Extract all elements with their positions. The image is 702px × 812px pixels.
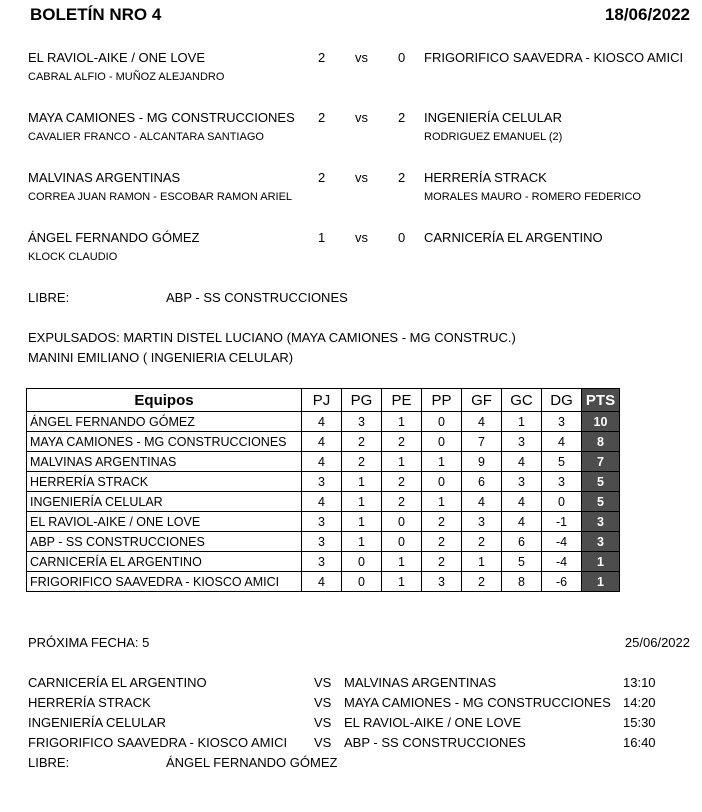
fixture-vs: VS xyxy=(314,735,332,750)
cell-pp: 2 xyxy=(422,532,462,552)
match-away-goals: 2 xyxy=(398,170,406,185)
match-vs: vs xyxy=(355,50,368,65)
bulletin-title: BOLETÍN NRO 4 xyxy=(30,5,162,24)
next-round-date: 25/06/2022 xyxy=(624,635,690,650)
match-away-goals: 2 xyxy=(398,110,406,125)
next-libre-label: LIBRE: xyxy=(28,755,70,770)
standings-row xyxy=(27,492,620,512)
cell-pj: 4 xyxy=(302,412,342,432)
fixture-away: MAYA CAMIONES - MG CONSTRUCCIONES xyxy=(344,695,611,710)
cell-gc: 5 xyxy=(502,552,542,572)
cell-pp: 1 xyxy=(422,492,462,512)
match-vs: vs xyxy=(355,230,368,245)
cell-gc: 4 xyxy=(502,512,542,532)
cell-gf: 1 xyxy=(462,552,502,572)
expulsados-line: MANINI EMILIANO ( INGENIERIA CELULAR) xyxy=(28,350,294,365)
cell-pp: 2 xyxy=(422,512,462,532)
match-away-scorers: MORALES MAURO - ROMERO FEDERICO xyxy=(424,191,641,203)
cell-pts: 3 xyxy=(582,512,620,532)
fixture-home: FRIGORIFICO SAAVEDRA - KIOSCO AMICI xyxy=(28,735,288,750)
match-home-team: EL RAVIOL-AIKE / ONE LOVE xyxy=(28,50,206,65)
standings-row xyxy=(27,472,620,492)
match-home-goals: 2 xyxy=(318,50,326,65)
standings-row xyxy=(27,432,620,452)
cell-gc: 4 xyxy=(502,452,542,472)
cell-team-name: ABP - SS CONSTRUCCIONES xyxy=(27,532,302,552)
column-header-pe: PE xyxy=(382,389,422,412)
cell-dg: 0 xyxy=(542,492,582,512)
cell-pj: 4 xyxy=(302,452,342,472)
cell-pts: 5 xyxy=(582,472,620,492)
match-home-goals: 2 xyxy=(318,110,326,125)
match-away-scorers: RODRIGUEZ EMANUEL (2) xyxy=(424,131,563,143)
cell-pp: 1 xyxy=(422,452,462,472)
cell-gc: 3 xyxy=(502,472,542,492)
standings-row xyxy=(27,532,620,552)
cell-gc: 6 xyxy=(502,532,542,552)
column-header-equipos: Equipos xyxy=(27,389,302,412)
fixture-time: 16:40 xyxy=(623,735,656,750)
cell-pj: 3 xyxy=(302,552,342,572)
match-away-team: HERRERÍA STRACK xyxy=(424,170,547,185)
fixture-time: 15:30 xyxy=(623,715,656,730)
cell-pg: 1 xyxy=(342,532,382,552)
fixture-away: EL RAVIOL-AIKE / ONE LOVE xyxy=(344,715,522,730)
cell-pts: 1 xyxy=(582,572,620,592)
fixture-vs: VS xyxy=(314,675,332,690)
column-header-dg: DG xyxy=(542,389,582,412)
cell-pj: 4 xyxy=(302,572,342,592)
match-away-goals: 0 xyxy=(398,50,406,65)
cell-pts: 10 xyxy=(582,412,620,432)
cell-pe: 2 xyxy=(382,432,422,452)
cell-pg: 2 xyxy=(342,452,382,472)
libre-label: LIBRE: xyxy=(28,290,70,305)
cell-gf: 4 xyxy=(462,412,502,432)
cell-gc: 1 xyxy=(502,412,542,432)
standings-table xyxy=(26,388,620,592)
column-header-pg: PG xyxy=(342,389,382,412)
cell-gf: 3 xyxy=(462,512,502,532)
match-home-scorers: CAVALIER FRANCO - ALCANTARA SANTIAGO xyxy=(28,131,264,143)
cell-team-name: ÁNGEL FERNANDO GÓMEZ xyxy=(27,412,302,432)
match-home-scorers: KLOCK CLAUDIO xyxy=(28,251,118,263)
cell-pj: 4 xyxy=(302,432,342,452)
column-header-pp: PP xyxy=(422,389,462,412)
match-vs: vs xyxy=(355,170,368,185)
standings-row xyxy=(27,512,620,532)
standings-row xyxy=(27,452,620,472)
fixture-home: INGENIERÍA CELULAR xyxy=(28,715,166,730)
fixture-vs: VS xyxy=(314,695,332,710)
fixture-time: 14:20 xyxy=(623,695,656,710)
cell-pj: 4 xyxy=(302,492,342,512)
cell-pe: 2 xyxy=(382,492,422,512)
cell-pg: 2 xyxy=(342,432,382,452)
cell-gf: 6 xyxy=(462,472,502,492)
cell-pe: 1 xyxy=(382,452,422,472)
cell-pj: 3 xyxy=(302,472,342,492)
cell-dg: 3 xyxy=(542,412,582,432)
cell-dg: -4 xyxy=(542,532,582,552)
cell-gf: 2 xyxy=(462,572,502,592)
cell-team-name: HERRERÍA STRACK xyxy=(27,472,302,492)
standings-header-row xyxy=(27,389,620,412)
cell-pe: 0 xyxy=(382,532,422,552)
fixture-home: CARNICERÍA EL ARGENTINO xyxy=(28,675,207,690)
cell-pe: 1 xyxy=(382,412,422,432)
fixture-away: ABP - SS CONSTRUCCIONES xyxy=(344,735,526,750)
column-header-gc: GC xyxy=(502,389,542,412)
cell-pg: 1 xyxy=(342,492,382,512)
cell-pg: 0 xyxy=(342,552,382,572)
cell-dg: -6 xyxy=(542,572,582,592)
cell-team-name: CARNICERÍA EL ARGENTINO xyxy=(27,552,302,572)
cell-pts: 5 xyxy=(582,492,620,512)
match-away-team: FRIGORIFICO SAAVEDRA - KIOSCO AMICI xyxy=(424,50,684,65)
cell-team-name: INGENIERÍA CELULAR xyxy=(27,492,302,512)
cell-pe: 1 xyxy=(382,572,422,592)
cell-pts: 8 xyxy=(582,432,620,452)
cell-gf: 4 xyxy=(462,492,502,512)
libre-team: ABP - SS CONSTRUCCIONES xyxy=(166,290,348,305)
cell-team-name: FRIGORIFICO SAAVEDRA - KIOSCO AMICI xyxy=(27,572,302,592)
cell-pp: 2 xyxy=(422,552,462,572)
cell-pe: 0 xyxy=(382,512,422,532)
column-header-pj: PJ xyxy=(302,389,342,412)
cell-gc: 4 xyxy=(502,492,542,512)
standings-row xyxy=(27,572,620,592)
cell-pj: 3 xyxy=(302,512,342,532)
cell-pj: 3 xyxy=(302,532,342,552)
cell-gf: 2 xyxy=(462,532,502,552)
match-home-scorers: CABRAL ALFIO - MUÑOZ ALEJANDRO xyxy=(28,71,225,83)
cell-pg: 0 xyxy=(342,572,382,592)
cell-pp: 0 xyxy=(422,412,462,432)
cell-pg: 1 xyxy=(342,472,382,492)
standings-row xyxy=(27,412,620,432)
next-libre-team: ÁNGEL FERNANDO GÓMEZ xyxy=(166,755,338,770)
column-header-pts: PTS xyxy=(582,389,620,412)
cell-team-name: EL RAVIOL-AIKE / ONE LOVE xyxy=(27,512,302,532)
match-home-scorers: CORREA JUAN RAMON - ESCOBAR RAMON ARIEL xyxy=(28,191,293,203)
cell-dg: 5 xyxy=(542,452,582,472)
cell-pe: 2 xyxy=(382,472,422,492)
cell-pg: 1 xyxy=(342,512,382,532)
cell-dg: -1 xyxy=(542,512,582,532)
fixture-away: MALVINAS ARGENTINAS xyxy=(344,675,497,690)
cell-pts: 3 xyxy=(582,532,620,552)
next-round-label: PRÓXIMA FECHA: 5 xyxy=(28,635,150,650)
match-home-team: MALVINAS ARGENTINAS xyxy=(28,170,181,185)
cell-pg: 3 xyxy=(342,412,382,432)
match-home-team: ÁNGEL FERNANDO GÓMEZ xyxy=(28,230,200,245)
cell-pp: 3 xyxy=(422,572,462,592)
standings-row xyxy=(27,552,620,572)
match-home-team: MAYA CAMIONES - MG CONSTRUCCIONES xyxy=(28,110,295,125)
cell-pp: 0 xyxy=(422,472,462,492)
cell-gc: 8 xyxy=(502,572,542,592)
fixture-time: 13:10 xyxy=(623,675,656,690)
cell-dg: 3 xyxy=(542,472,582,492)
cell-pp: 0 xyxy=(422,432,462,452)
cell-team-name: MAYA CAMIONES - MG CONSTRUCCIONES xyxy=(27,432,302,452)
match-home-goals: 1 xyxy=(318,230,326,245)
match-away-team: INGENIERÍA CELULAR xyxy=(424,110,562,125)
match-home-goals: 2 xyxy=(318,170,326,185)
cell-pts: 7 xyxy=(582,452,620,472)
match-away-team: CARNICERÍA EL ARGENTINO xyxy=(424,230,603,245)
match-away-goals: 0 xyxy=(398,230,406,245)
cell-dg: -4 xyxy=(542,552,582,572)
cell-pts: 1 xyxy=(582,552,620,572)
cell-pe: 1 xyxy=(382,552,422,572)
standings-body xyxy=(27,412,620,592)
cell-dg: 4 xyxy=(542,432,582,452)
cell-team-name: MALVINAS ARGENTINAS xyxy=(27,452,302,472)
cell-gc: 3 xyxy=(502,432,542,452)
column-header-gf: GF xyxy=(462,389,502,412)
cell-gf: 7 xyxy=(462,432,502,452)
match-vs: vs xyxy=(355,110,368,125)
fixture-home: HERRERÍA STRACK xyxy=(28,695,151,710)
cell-gf: 9 xyxy=(462,452,502,472)
bulletin-date: 18/06/2022 xyxy=(604,5,690,24)
expulsados-line: EXPULSADOS: MARTIN DISTEL LUCIANO (MAYA CAMIONES - MG CONSTRUC.) xyxy=(28,330,516,345)
fixture-vs: VS xyxy=(314,715,332,730)
